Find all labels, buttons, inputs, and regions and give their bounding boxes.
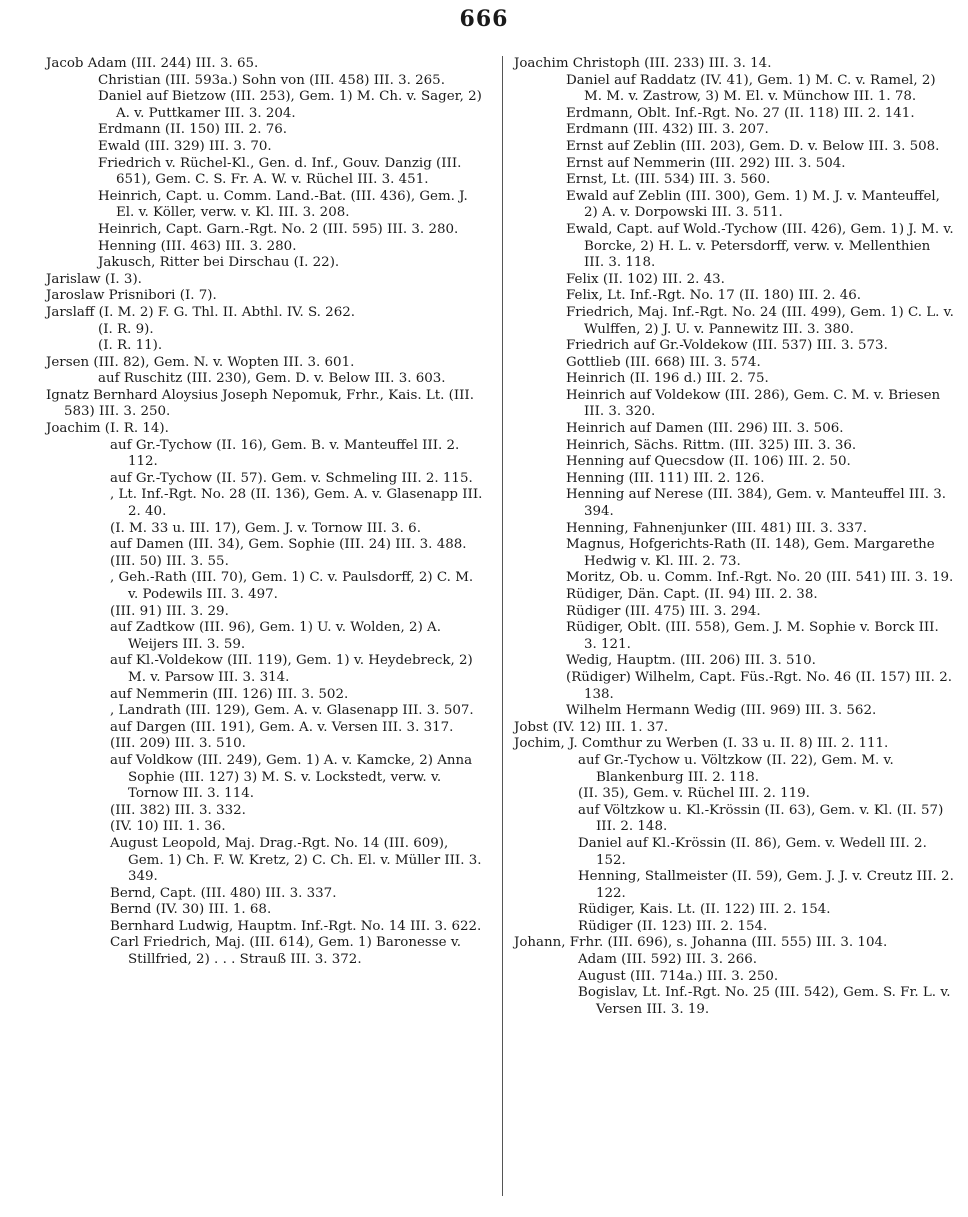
register-entry: Daniel auf Raddatz (IV. 41), Gem. 1) M. C. v. Ramel, 2) M. M. v. Zastrow, 3) M. El. v. Münchow III. 1. 78. bbox=[566, 72, 936, 105]
register-entry: Daniel auf Bietzow (III. 253), Gem. 1) M. Ch. v. Sager, 2) A. v. Puttkamer III. 3. 204. bbox=[98, 89, 482, 121]
register-entry: auf Dargen (III. 191), Gem. A. v. Versen III. 3. 317. bbox=[110, 719, 454, 735]
register-entry: Henning auf Nerese (III. 384), Gem. v. Manteuffel III. 3. 394. bbox=[566, 487, 947, 520]
register-entry: Bogislav, Lt. Inf.-Rgt. No. 25 (III. 542), Gem. S. Fr. L. v. Versen III. 3. 19. bbox=[578, 985, 951, 1017]
register-entry: auf Völtzkow u. Kl.-Krössin (II. 63), Gem. v. Kl. (II. 57) III. 2. 148. bbox=[578, 802, 944, 835]
register-entry: Felix, Lt. Inf.-Rgt. No. 17 (II. 180) III. 2. 46. bbox=[566, 288, 862, 304]
register-entry: (III. 50) III. 3. 55. bbox=[110, 553, 229, 569]
register-entry: Friedrich, Maj. Inf.-Rgt. No. 24 (III. 499), Gem. 1) C. L. v. Wulffen, 2) J. U. v. Pannewitz III. 3. 380. bbox=[566, 304, 954, 337]
register-entry: Gottlieb (III. 668) III. 3. 574. bbox=[566, 354, 761, 370]
register-entry: Adam (III. 592) III. 3. 266. bbox=[578, 952, 758, 968]
register-entry: (II. 35), Gem. v. Rüchel III. 2. 119. bbox=[578, 786, 810, 802]
register-entry: Friedrich v. Rüchel-Kl., Gen. d. Inf., Gouv. Danzig (III. 651), Gem. C. S. Fr. A. W. v. Rüchel III. 3. 451. bbox=[98, 155, 462, 188]
left-column bbox=[46, 56, 486, 969]
register-entry: (III. 382) III. 3. 332. bbox=[110, 802, 246, 818]
register-entry: Erdmann (II. 150) III. 2. 76. bbox=[98, 122, 287, 138]
register-entry: (I. M. 33 u. III. 17), Gem. J. v. Tornow III. 3. 6. bbox=[110, 520, 421, 536]
register-entry: Ernst, Lt. (III. 534) III. 3. 560. bbox=[566, 172, 771, 188]
register-entry: Erdmann (III. 432) III. 3. 207. bbox=[566, 122, 769, 138]
register-entry: , Lt. Inf.-Rgt. No. 28 (II. 136), Gem. A. v. Glasenapp III. 2. 40. bbox=[110, 487, 483, 520]
register-entry: August (III. 714a.) III. 3. 250. bbox=[578, 968, 779, 984]
register-entry: Rüdiger, Dän. Capt. (II. 94) III. 2. 38. bbox=[566, 587, 818, 602]
register-entry: Bernd (IV. 30) III. 1. 68. bbox=[110, 902, 272, 918]
register-entry: Jarislaw (I. 3). bbox=[46, 271, 142, 287]
register-entry: Heinrich, Sächs. Rittm. (III. 325) III. 3. 36. bbox=[566, 437, 857, 453]
register-entry: , Landrath (III. 129), Gem. A. v. Glasenapp III. 3. 507. bbox=[110, 703, 474, 719]
register-entry: auf Gr.-Tychow u. Völtzkow (II. 22), Gem. M. v. Blankenburg III. 2. 118. bbox=[578, 752, 894, 785]
register-entry: auf Zadtkow (III. 96), Gem. 1) U. v. Wolden, 2) A. Weijers III. 3. 59. bbox=[110, 620, 441, 652]
register-entry: (III. 91) III. 3. 29. bbox=[110, 603, 229, 619]
right-column bbox=[514, 56, 954, 1018]
register-entry: Daniel auf Kl.-Krössin (II. 86), Gem. v. Wedell III. 2. 152. bbox=[578, 835, 927, 868]
register-entry: Moritz, Ob. u. Comm. Inf.-Rgt. No. 20 (III. 541) III. 3. 19. bbox=[566, 570, 954, 586]
register-entry: Heinrich (II. 196 d.) III. 2. 75. bbox=[566, 371, 769, 387]
register-entry: Rüdiger, Oblt. (III. 558), Gem. J. M. Sophie v. Borck III. 3. 121. bbox=[566, 620, 939, 652]
register-entry: (I. R. 9). bbox=[98, 321, 154, 337]
register-entry: Wedig, Hauptm. (III. 206) III. 3. 510. bbox=[566, 653, 816, 669]
register-entry: Henning, Fahnenjunker (III. 481) III. 3. 337. bbox=[566, 520, 867, 536]
register-entry: auf Voldkow (III. 249), Gem. 1) A. v. Kamcke, 2) Anna Sophie (III. 127) 3) M. S. v. Lockstedt, verw. v. Tornow III. 3. 114. bbox=[110, 752, 473, 802]
register-entry: (I. R. 11). bbox=[98, 338, 163, 354]
register-entry: Jochim, J. Comthur zu Werben (I. 33 u. II. 8) III. 2. 111. bbox=[514, 736, 889, 752]
register-entry: Joachim Christoph (III. 233) III. 3. 14. bbox=[514, 56, 772, 71]
register-entry: Friedrich auf Gr.-Voldekow (III. 537) III. 3. 573. bbox=[566, 338, 888, 354]
register-entry: Heinrich, Capt. Garn.-Rgt. No. 2 (III. 595) III. 3. 280. bbox=[98, 221, 459, 237]
register-entry: Henning (III. 463) III. 3. 280. bbox=[98, 238, 297, 254]
register-entry: auf Nemmerin (III. 126) III. 3. 502. bbox=[110, 686, 349, 702]
register-entry: Joachim (I. R. 14). bbox=[46, 421, 169, 437]
register-entry: Christian (III. 593a.) Sohn von (III. 458) III. 3. 265. bbox=[98, 72, 445, 88]
register-entry: Ernst auf Zeblin (III. 203), Gem. D. v. Below III. 3. 508. bbox=[566, 138, 940, 154]
register-entry: Rüdiger (III. 475) III. 3. 294. bbox=[566, 603, 761, 619]
register-entry: Jacob Adam (III. 244) III. 3. 65. bbox=[46, 56, 259, 71]
register-entry: auf Kl.-Voldekow (III. 119), Gem. 1) v. Heydebreck, 2) M. v. Parsow III. 3. 314. bbox=[110, 653, 473, 685]
register-entry: auf Damen (III. 34), Gem. Sophie (III. 24) III. 3. 488. bbox=[110, 537, 467, 553]
page-number: 666 bbox=[459, 6, 509, 32]
register-entry: Heinrich auf Damen (III. 296) III. 3. 506. bbox=[566, 421, 844, 437]
register-entry: Henning auf Quecsdow (II. 106) III. 2. 50. bbox=[566, 454, 851, 470]
register-entry: Wilhelm Hermann Wedig (III. 969) III. 3. 562. bbox=[566, 703, 877, 719]
register-entry: Ernst auf Nemmerin (III. 292) III. 3. 504. bbox=[566, 155, 846, 171]
register-entry: Erdmann, Oblt. Inf.-Rgt. No. 27 (II. 118) III. 2. 141. bbox=[566, 105, 915, 121]
register-entry: Carl Friedrich, Maj. (III. 614), Gem. 1) Baronesse v. Stillfried, 2) . . . Strauß III. 3. 372. bbox=[110, 935, 462, 968]
register-entry: Bernhard Ludwig, Hauptm. Inf.-Rgt. No. 14 III. 3. 622. bbox=[110, 918, 482, 934]
register-entry: Heinrich, Capt. u. Comm. Land.-Bat. (III. 436), Gem. J. El. v. Köller, verw. v. Kl. III. 3. 208. bbox=[98, 188, 468, 221]
register-entry: Rüdiger (II. 123) III. 2. 154. bbox=[578, 918, 768, 934]
register-entry: Johann, Frhr. (III. 696), s. Johanna (III. 555) III. 3. 104. bbox=[514, 935, 888, 951]
register-entry: auf Gr.-Tychow (II. 16), Gem. B. v. Manteuffel III. 2. 112. bbox=[110, 437, 460, 470]
register-entry: Jobst (IV. 12) III. 1. 37. bbox=[514, 719, 669, 735]
register-entry: Henning (III. 111) III. 2. 126. bbox=[566, 470, 765, 486]
register-entry: Magnus, Hofgerichts-Rath (II. 148), Gem. Margarethe Hedwig v. Kl. III. 2. 73. bbox=[566, 537, 935, 569]
register-entry: auf Gr.-Tychow (II. 57). Gem. v. Schmeling III. 2. 115. bbox=[110, 470, 473, 486]
register-entry: (III. 209) III. 3. 510. bbox=[110, 736, 246, 752]
register-entry: Henning, Stallmeister (II. 59), Gem. J. J. v. Creutz III. 2. 122. bbox=[578, 869, 954, 901]
register-entry: August Leopold, Maj. Drag.-Rgt. No. 14 (III. 609), Gem. 1) Ch. F. W. Kretz, 2) C. Ch. El. v. Müller III. 3. 349. bbox=[110, 835, 482, 885]
register-entry: auf Ruschitz (III. 230), Gem. D. v. Below III. 3. 603. bbox=[98, 371, 446, 387]
register-entry: Felix (II. 102) III. 2. 43. bbox=[566, 271, 725, 287]
register-entry: Jersen (III. 82), Gem. N. v. Wopten III. 3. 601. bbox=[46, 354, 355, 370]
register-entry: Heinrich auf Voldekow (III. 286), Gem. C. M. v. Briesen III. 3. 320. bbox=[566, 387, 941, 420]
column-divider bbox=[502, 56, 503, 1196]
register-entry: Rüdiger, Kais. Lt. (II. 122) III. 2. 154. bbox=[578, 902, 831, 918]
register-entry: Ewald (III. 329) III. 3. 70. bbox=[98, 138, 272, 154]
register-entry: (Rüdiger) Wilhelm, Capt. Füs.-Rgt. No. 46 (II. 157) III. 2. 138. bbox=[566, 669, 952, 702]
register-entry: Ewald, Capt. auf Wold.-Tychow (III. 426), Gem. 1) J. M. v. Borcke, 2) H. L. v. Petersdorff, verw. v. Mellenthien III. 3. 118. bbox=[566, 221, 954, 271]
register-entry: (IV. 10) III. 1. 36. bbox=[110, 819, 226, 835]
register-entry: Ewald auf Zeblin (III. 300), Gem. 1) M. J. v. Manteuffel, 2) A. v. Dorpowski III. 3. 511. bbox=[566, 188, 940, 221]
register-entry: , Geh.-Rath (III. 70), Gem. 1) C. v. Paulsdorff, 2) C. M. v. Podewils III. 3. 497. bbox=[110, 570, 474, 602]
register-entry: Ignatz Bernhard Aloysius Joseph Nepomuk, Frhr., Kais. Lt. (III. 583) III. 3. 250. bbox=[46, 387, 474, 420]
register-entry: Bernd, Capt. (III. 480) III. 3. 337. bbox=[110, 885, 337, 901]
register-entry: Jakusch, Ritter bei Dirschau (I. 22). bbox=[98, 255, 340, 271]
register-entry: Jarslaff (I. M. 2) F. G. Thl. II. Abthl. IV. S. 262. bbox=[46, 304, 356, 320]
register-entry: Jaroslaw Prisnibori (I. 7). bbox=[46, 288, 217, 304]
